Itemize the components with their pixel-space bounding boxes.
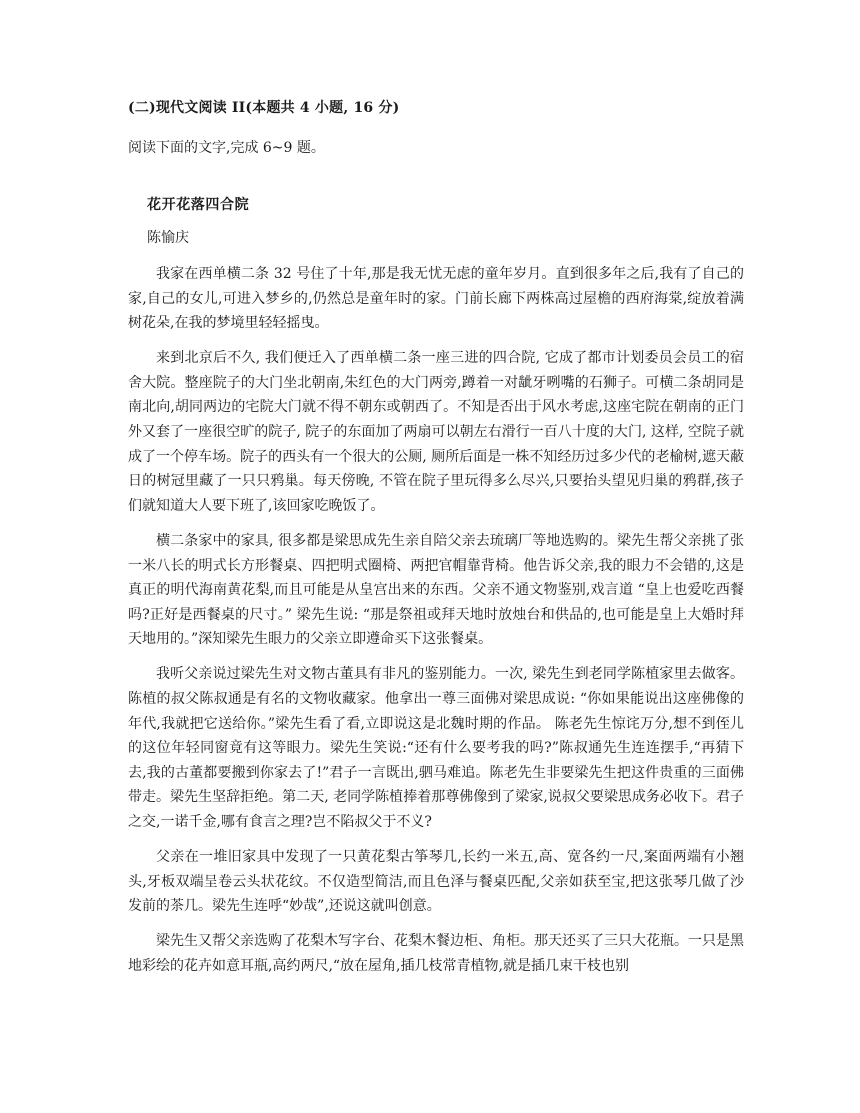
reading-instruction: 阅读下面的文字,完成 6~9 题。 <box>128 140 325 156</box>
paragraph: 我家在西单横二条 32 号住了十年,那是我无忧无虑的童年岁月。直到很多年之后,我有了自己的家,自己的女儿,可进入梦乡的,仍然总是童年时的家。门前长廊下两株高过屋檐的西府海棠,绽放着满树花朵,在我的梦境里轻轻摇曳。 <box>128 266 744 332</box>
section-heading: (二)现代文阅读 II(本题共 4 小题, 16 分) <box>128 100 400 116</box>
article-body <box>128 262 744 989</box>
paragraph: 我听父亲说过梁先生对文物古董具有非凡的鉴别能力。一次, 梁先生到老同学陈植家里去做客。陈植的叔父陈叔通是有名的文物收藏家。他拿出一尊三面佛对梁思成说: “你如果能说出这座佛像的年代,我就把它送给你。”梁先生看了看,立即说这是北魏时期的作品。 陈老先生惊诧万分,想不到侄儿的这位年轻同窗竟有这等眼力。梁先生笑说:“还有什么要考我的吗?”陈叔通先生连连摆手,“再猜下去,我的古董都要搬到你家去了!”君子一言既出,驷马难追。陈老先生非要梁先生把这件贵重的三面佛带走。梁先生坚辞拒绝。第二天, 老同学陈植捧着那尊佛像到了梁家,说叔父要梁思成务必收下。君子之交,一诺千金,哪有食言之理?岂不陷叔父于不义? <box>128 666 744 830</box>
paragraph: 父亲在一堆旧家具中发现了一只黄花梨古筝琴几,长约一米五,高、宽各约一尺,案面两端有小翘头,牙板双端呈卷云头状花纹。不仅造型简洁,而且色泽与餐桌匹配,父亲如获至宝,把这张琴几做了沙发前的茶几。梁先生连呼“妙哉”,还说这就叫创意。 <box>128 849 744 915</box>
paragraph: 梁先生又帮父亲选购了花梨木写字台、花梨木餐边柜、角柜。那天还买了三只大花瓶。一只是黑地彩绘的花卉如意耳瓶,高约两尺,“放在屋角,插几枝常青植物,就是插几束干枝也别 <box>128 933 744 974</box>
article-author: 陈愉庆 <box>147 230 189 246</box>
article-title: 花开花落四合院 <box>147 197 250 213</box>
paragraph: 横二条家中的家具, 很多都是梁思成先生亲自陪父亲去琉璃厂等地选购的。梁先生帮父亲挑了张一米八长的明式长方形餐桌、四把明式圈椅、两把官帽靠背椅。他告诉父亲,我的眼力不会错的,这是真正的明代海南黄花梨,而且可能是从皇宫出来的东西。父亲不通文物鉴别,戏言道 “皇上也爱吃西餐吗?正好是西餐桌的尺寸。” 梁先生说: “那是祭祖或拜天地时放烛台和供品的,也可能是皇上大婚时拜天地用的。”深知梁先生眼力的父亲立即遵命买下这张餐桌。 <box>128 532 744 648</box>
paragraph: 来到北京后不久, 我们便迁入了西单横二条一座三进的四合院, 它成了都市计划委员会员工的宿舍大院。整座院子的大门坐北朝南,朱红色的大门两旁,蹲着一对龇牙咧嘴的石狮子。可横二条胡同是南北向,胡同两边的宅院大门就不得不朝东或朝西了。不知是否出于风水考虑,这座宅院在朝南的正门外又套了一座很空旷的院子, 院子的东面加了两扇可以朝左右滑行一百八十度的大门, 这样, 空院子就成了一个停车场。院子的西头有一个很大的公厕, 厕所后面是一株不知经历过多少代的老榆树,遮天蔽日的树冠里藏了一只只鸦巢。每天傍晚, 不管在院子里玩得多么尽兴,只要抬头望见归巢的鸦群,孩子们就知道大人要下班了,该回家吃晚饭了。 <box>128 350 744 514</box>
